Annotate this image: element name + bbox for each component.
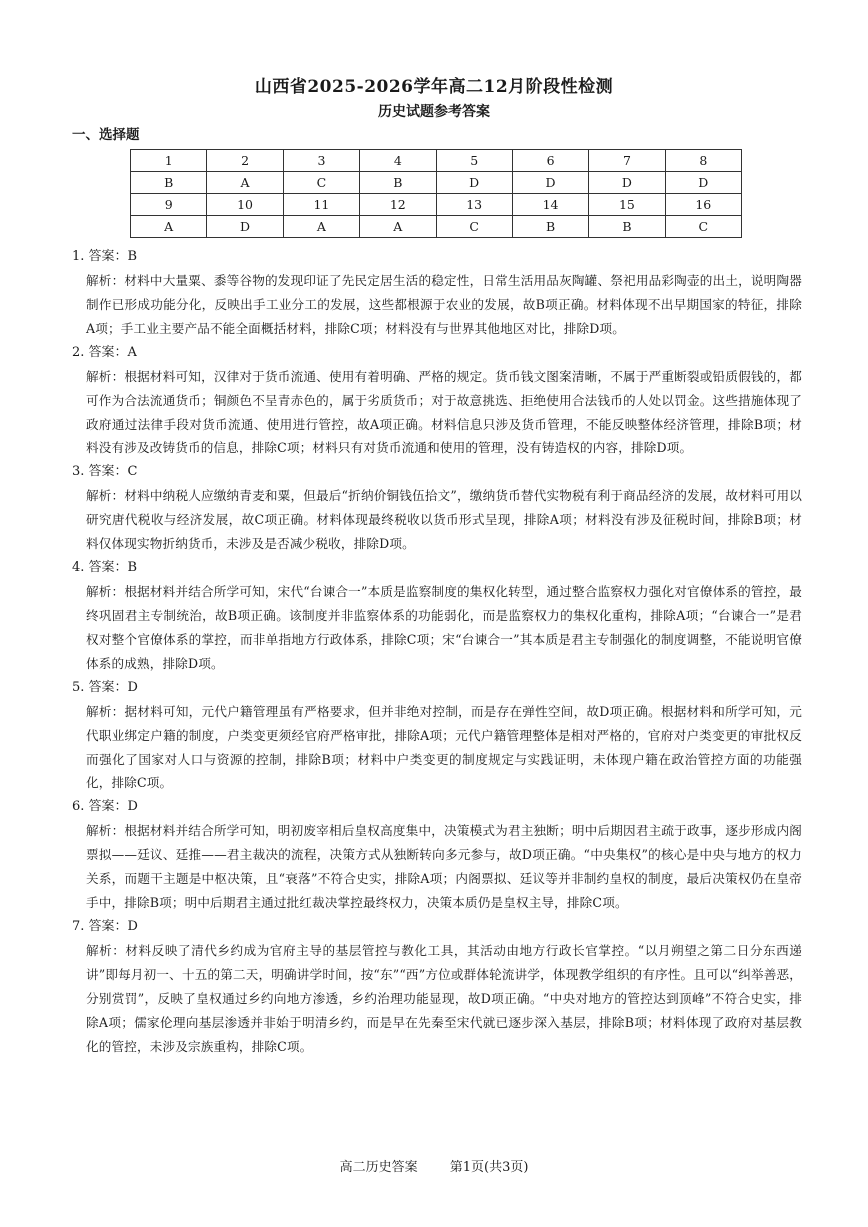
question-analysis: 解析：根据材料并结合所学可知，宋代“台谏合一”本质是监察制度的集权化转型，通过整合监察权力强化对官僚体系的管控，最终巩固君主专制统治，故B项正确。该制度并非监察体系的功能弱化，而是监察权力的集权化重构，排除A项；“台谏合一”是君权对整个官僚体系的掌控，而非单指地方行政体系，排除C项；宋“台谏合一”其本质是君主专制强化的制度调整，不能说明官僚体系的成熟，排除D项。 xyxy=(86,584,802,671)
question-explanations xyxy=(72,245,802,1058)
answer-letter-cell: B xyxy=(360,172,436,194)
answer-letter-cell: D xyxy=(512,172,588,194)
answer-letter-cell: D xyxy=(436,172,512,194)
footer-doc-label: 高二历史答案 xyxy=(339,1160,418,1175)
question-number-cell: 1 xyxy=(131,150,207,172)
question-analysis: 解析：根据材料可知，汉律对于货币流通、使用有着明确、严格的规定。货币钱文图案清晰，不属于严重断裂或铅质假钱的，都可作为合法流通货币；铜颜色不呈青赤色的，属于劣质货币；对于故意挑选、拒绝使用合法钱币的人处以罚金。这些措施体现了政府通过法律手段对货币流通、使用进行管控，故A项正确。材料信息只涉及货币管理，不能反映整体经济管理，排除B项；材料没有涉及改铸货币的信息，排除C项；材料只有对货币流通和使用的管理，没有铸造权的内容，排除D项。 xyxy=(86,368,802,456)
question-number-cell: 2 xyxy=(207,150,283,172)
question-number-cell: 15 xyxy=(589,194,665,216)
page-subtitle: 历史试题参考答案 xyxy=(378,104,490,120)
table-row xyxy=(131,216,742,238)
question-block-5 xyxy=(72,676,802,796)
question-answer: 2. 答案：A xyxy=(72,344,137,360)
question-block-2 xyxy=(72,341,802,461)
answer-letter-cell: B xyxy=(589,216,665,238)
table-row xyxy=(131,172,742,194)
question-answer: 4. 答案：B xyxy=(72,560,138,576)
question-number-cell: 16 xyxy=(665,194,741,216)
question-answer: 6. 答案：D xyxy=(72,799,138,815)
question-number-cell: 12 xyxy=(360,194,436,216)
question-number-cell: 8 xyxy=(665,150,741,172)
question-analysis: 解析：根据材料并结合所学可知，明初废宰相后皇权高度集中，决策模式为君主独断；明中后期因君主疏于政事，逐步形成内阁票拟——廷议、廷推——君主裁决的流程，决策方式从独断转向多元参与，故D项正确。“中央集权”的核心是中央与地方的权力关系，而题干主题是中枢决策，且“衰落”不符合史实，排除A项；内阁票拟、廷议等并非制约皇权的制度，最后决策权仍在皇帝手中，排除B项；明中后期君主通过批红裁决掌控最终权力，决策本质仍是皇权主导，排除C项。 xyxy=(86,823,802,911)
answer-letter-cell: D xyxy=(589,172,665,194)
question-number-cell: 4 xyxy=(360,150,436,172)
question-answer: 7. 答案：D xyxy=(72,918,138,934)
answer-letter-cell: B xyxy=(512,216,588,238)
question-number-cell: 10 xyxy=(207,194,283,216)
question-number-cell: 6 xyxy=(512,150,588,172)
question-answer: 5. 答案：D xyxy=(72,679,138,695)
answer-letter-cell: D xyxy=(207,216,283,238)
page-title: 山西省2025-2026学年高二12月阶段性检测 xyxy=(254,77,614,97)
answer-letter-cell: C xyxy=(283,172,359,194)
footer-page-number: 第1页(共3页) xyxy=(449,1160,529,1175)
answer-letter-cell: C xyxy=(436,216,512,238)
question-block-7 xyxy=(72,915,802,1059)
table-row xyxy=(131,194,742,216)
answer-letter-cell: B xyxy=(131,172,207,194)
question-number-cell: 11 xyxy=(283,194,359,216)
answer-letter-cell: C xyxy=(665,216,741,238)
question-number-cell: 7 xyxy=(589,150,665,172)
question-answer: 3. 答案：C xyxy=(72,464,138,480)
answer-letter-cell: A xyxy=(131,216,207,238)
question-block-4 xyxy=(72,556,802,676)
question-number-cell: 13 xyxy=(436,194,512,216)
table-row xyxy=(131,150,742,172)
question-block-1 xyxy=(72,245,802,341)
answer-letter-cell: A xyxy=(283,216,359,238)
question-answer: 1. 答案：B xyxy=(72,249,138,264)
answer-table xyxy=(130,149,742,238)
question-number-cell: 5 xyxy=(436,150,512,172)
question-analysis: 解析：据材料可知，元代户籍管理虽有严格要求，但并非绝对控制，而是存在弹性空间，故D项正确。根据材料和所学可知，元代职业绑定户籍的制度，户类变更须经官府严格审批，排除A项；元代户籍管理整体是相对严格的，官府对户类变更的审批权反而强化了国家对人口与资源的控制，排除B项；材料中户类变更的制度规定与实践证明，未体现户籍在政治管控方面的功能强化，排除C项。 xyxy=(86,703,802,791)
answer-letter-cell: A xyxy=(360,216,436,238)
question-block-3 xyxy=(72,460,802,556)
question-analysis: 解析：材料中大量粟、黍等谷物的发现印证了先民定居生活的稳定性，日常生活用品灰陶罐、祭祀用品彩陶壶的出土，说明陶器制作已形成功能分化，反映出手工业分工的发展，这些都根源于农业的发展，故B项正确。材料体现不出早期国家的特征，排除A项；手工业主要产品不能全面概括材料，排除C项；材料没有与世界其他地区对比，排除D项。 xyxy=(86,273,802,336)
question-number-cell: 14 xyxy=(512,194,588,216)
question-analysis: 解析：材料中纳税人应缴纳青麦和粟，但最后“折纳价铜钱伍拾文”，缴纳货币替代实物税有利于商品经济的发展，故材料可用以研究唐代税收与经济发展，故C项正确。材料体现最终税收以货币形式呈现，排除A项；材料没有涉及征税时间，排除B项；材料仅体现实物折纳货币，未涉及是否减少税收，排除D项。 xyxy=(86,488,802,552)
answer-letter-cell: D xyxy=(665,172,741,194)
question-number-cell: 3 xyxy=(283,150,359,172)
question-number-cell: 9 xyxy=(131,194,207,216)
answer-letter-cell: A xyxy=(207,172,283,194)
question-block-6 xyxy=(72,795,802,915)
section-heading: 一、选择题 xyxy=(72,127,140,143)
page-footer xyxy=(0,1158,868,1178)
question-analysis: 解析：材料反映了清代乡约成为官府主导的基层管控与教化工具，其活动由地方行政长官掌控。“以月朔望之第二日分东西递讲”即每月初一、十五的第二天，明确讲学时间，按“东”“西”方位或群体轮流讲学，体现教学组织的有序性。且可以“纠举善恶，分别赏罚”，反映了皇权通过乡约向地方渗透，乡约治理功能显现，故D项正确。“中央对地方的管控达到顶峰”不符合史实，排除A项；儒家伦理向基层渗透并非始于明清乡约，而是早在先秦至宋代就已逐步深入基层，排除B项；材料体现了政府对基层教化的管控，未涉及宗族重构，排除C项。 xyxy=(86,942,802,1054)
